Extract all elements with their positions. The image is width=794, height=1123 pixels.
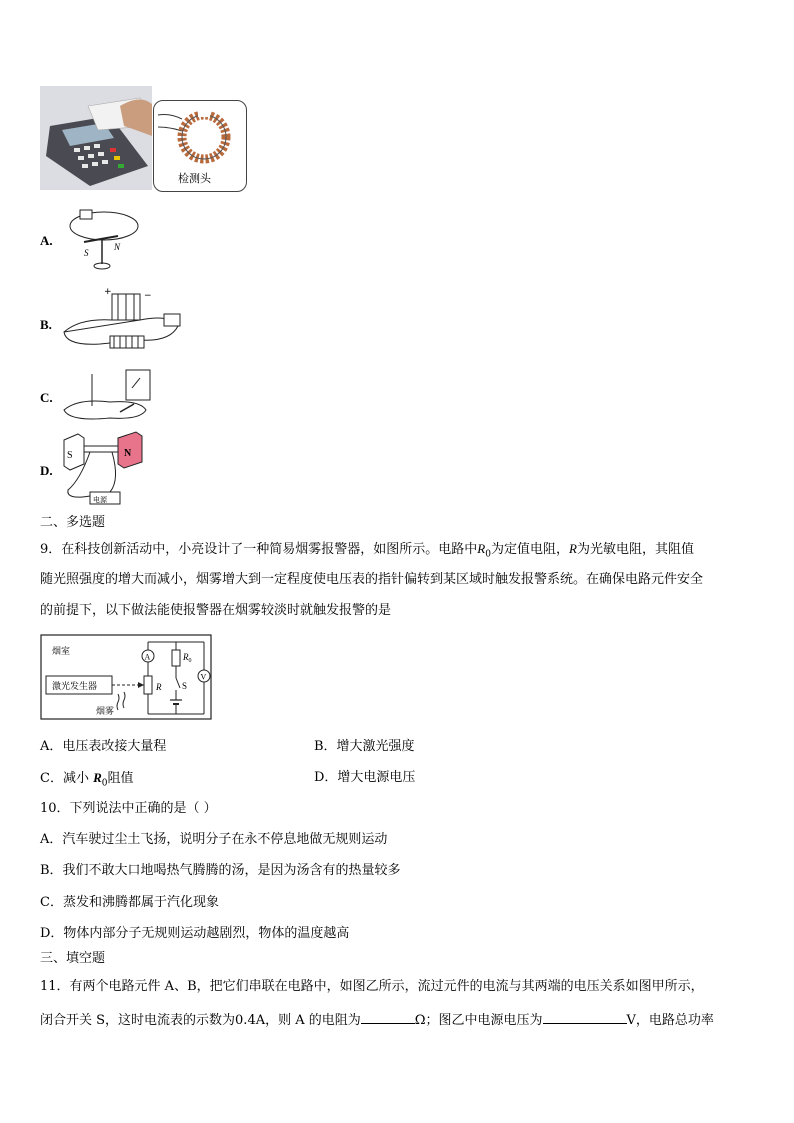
q9-option-c-post: 阻值 [107,771,134,786]
q9-option-c-r: R [93,770,102,785]
q9-option-c [40,769,134,793]
option-c-label: C. [40,390,53,405]
q10-option-c: C．蒸发和沸腾都属于汽化现象 [40,895,219,910]
q9-r0-symbol: R [477,541,486,556]
q9-option-d: D．增大电源电压 [314,770,416,785]
option-b-label: B. [40,317,52,332]
resistor-r-label: R [156,682,162,692]
fig-d-s: S [67,450,73,461]
q9-line-2: 随光照强度的增大而减小，烟雾增大到一定程度使电压表的指针偏转到某区域时触发报警系统。在确保电路元件安全 [40,572,704,587]
option-a-label: A. [40,233,53,248]
q11-blank-voltage[interactable] [543,1009,627,1024]
q10-option-d: D．物体内部分子无规则运动越剧烈，物体的温度越高 [40,926,350,941]
switch-label: S [182,681,188,691]
r0-label: $R_0$ [183,652,192,664]
smoke-room-label: 烟室 [52,647,71,657]
q11-blank-resistance[interactable] [361,1009,415,1024]
fig-d-power: 电源 [93,496,107,504]
q10-stem: 10．下列说法中正确的是（ ） [40,801,217,816]
card-reader-photo [40,86,152,190]
q9-r0-sub: 0 [485,549,491,560]
q9-option-c-pre: C．减小 [40,771,94,786]
q9-line-1-c: 为光敏电阻，其阻值 [576,542,694,557]
option-b-figure [60,284,190,358]
q9-option-a: A．电压表改接大量程 [40,739,167,754]
q11-line-2 [40,1009,714,1030]
q9-line-3: 的前提下，以下做法能使报警器在烟雾较淡时就触发报警的是 [40,603,392,618]
voltmeter-label: V [200,672,207,682]
q10-option-a: A．汽车驶过尘土飞扬，说明分子在永不停息地做无规则运动 [40,832,388,847]
option-a-figure [62,206,142,274]
probe-caption: 检测头 [178,172,211,185]
q11-line-2-a: 闭合开关 S，这时电流表的示数为0.4A，则 A 的电阻为 [40,1013,361,1028]
q11-line-2-c: V，电路总功率 [626,1013,714,1028]
q9-line-1 [40,540,694,564]
fig-a-s: S [84,248,89,258]
q11-line-1: 11．有两个电路元件 A、B，把它们串联在电路中，如图乙所示，流过元件的电流与其两端的电压关系如图甲所示， [40,979,704,994]
section-2-title: 二、多选题 [40,515,106,530]
fig-b-minus: − [144,291,152,301]
fig-b-plus: + [104,287,112,297]
fig-a-n: N [114,242,121,252]
q11-line-2-b: Ω；图乙中电源电压为 [414,1013,543,1028]
option-d-figure [60,430,156,510]
smoke-label: 烟雾 [96,707,115,717]
section-3-title: 三、填空题 [40,951,106,966]
q9-option-c-sub: 0 [101,778,108,789]
q9-option-b: B．增大激光强度 [314,739,415,754]
q9-line-1-b: 为定值电阻， [490,542,569,557]
q10-option-b: B．我们不敢大口地喝热气腾腾的汤，是因为汤含有的热量较多 [40,863,401,878]
option-d-label: D. [40,463,53,478]
option-c-figure [60,366,170,430]
smoke-alarm-circuit [40,634,212,720]
laser-label: 激光发生器 [52,682,98,692]
ammeter-label: A [144,652,151,662]
fig-d-n: N [124,448,132,459]
q9-r-symbol: R [568,541,577,556]
q9-line-1-a: 9．在科技创新活动中，小亮设计了一种简易烟雾报警器，如图所示。电路中 [40,542,478,557]
probe-inset [153,100,247,192]
